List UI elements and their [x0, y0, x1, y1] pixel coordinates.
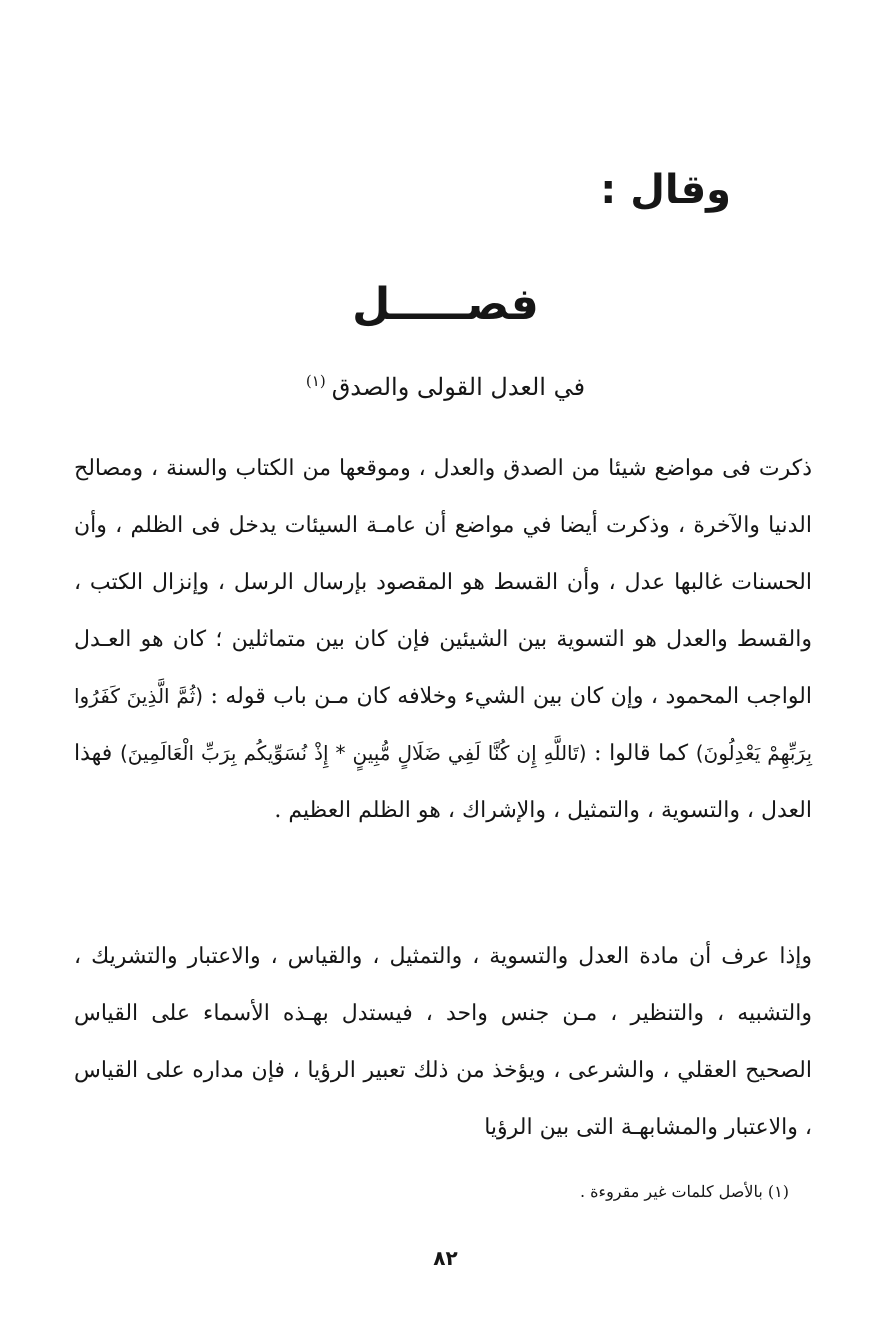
footnote-reference: (١)	[305, 372, 326, 390]
quran-verse-2: (تَاللَّهِ إِن كُنَّا لَفِي ضَلَالٍ مُّبِينٍ * إِذْ نُسَوِّيكُم بِرَبِّ الْعَالَمِينَ)	[119, 741, 587, 765]
paragraph-2: وإذا عرف أن مادة العدل والتسوية ، والتمثيل ، والقياس ، والاعتبار والتشريك ، والتشبيه ، والتنظير ، مـن جنس واحد ، فيستدل بهـذه الأسماء على القياس الصحيح العقلي ، والشرعى ، ويؤخذ من ذلك تعبير الرؤيا ، فإن مداره على القياس ، والاعتبار والمشابهـة التى بين الرؤيا	[74, 944, 812, 1140]
subtitle-text: في العدل القولى والصدق	[331, 373, 586, 401]
intro-heading: وقال :	[600, 167, 731, 213]
quran-verse-1: (ثُمَّ الَّذِينَ كَفَرُوا بِرَبِّهِمْ يَعْدِلُونَ)	[74, 684, 813, 765]
paragraph-1-part-2: كما قالوا :	[594, 741, 689, 766]
section-subtitle	[0, 356, 891, 412]
page-number: ٨٢	[433, 1246, 458, 1270]
footnote: (١) بالأصل كلمات غير مقروءة .	[579, 1182, 789, 1201]
section-title: فصـــــل	[352, 279, 539, 330]
paragraph-1	[74, 440, 812, 839]
paragraph-1-part-1: ذكرت فى مواضع شيئا من الصدق والعدل ، وموقعها من الكتاب والسنة ، ومصالح الدنيا والآخرة ، وذكرت أيضا في مواضع أن عامـة السيئات يدخل فى الظلم ، وأن الحسنات غالبها عدل ، وأن القسط هو المقصود بإرسال الرسل ، وإنزال الكتب ، والقسط والعدل هو التسوية بين الشيئين فإن كان بين متماثلين ؛ كان هو العـدل الواجب المحمود ، وإن كان بين الشيء وخلافه كان مـن باب قوله :	[74, 456, 812, 709]
paragraph-1-part-3: فهذا العدل ، والتسوية ، والتمثيل ، والإشراك ، هو الظلم العظيم .	[74, 741, 812, 823]
